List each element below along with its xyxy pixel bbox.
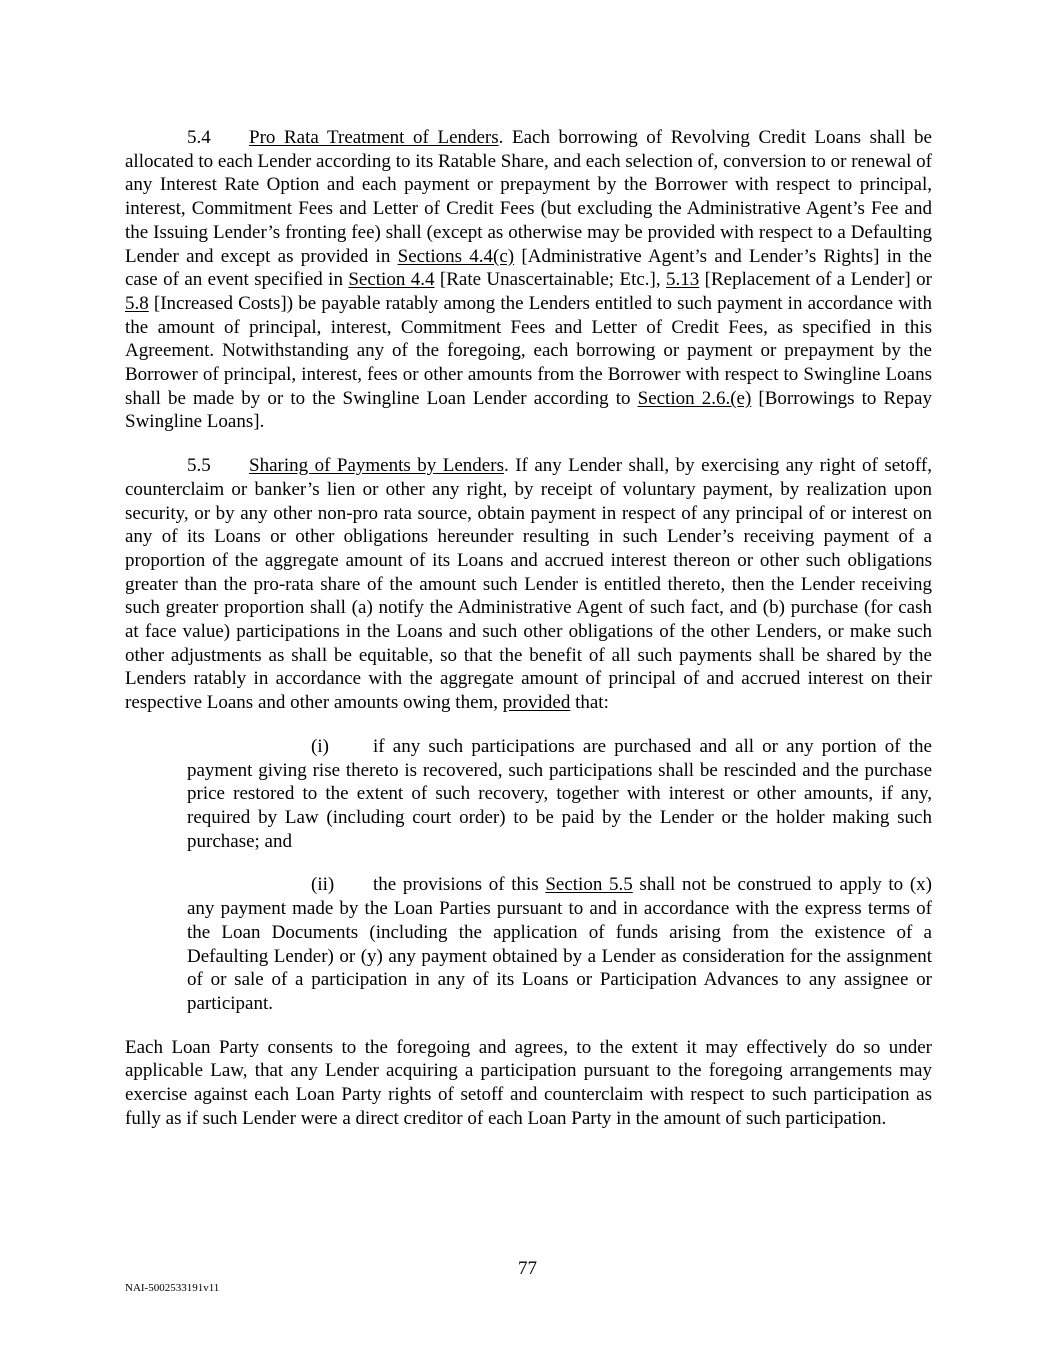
section-number: 5.4 <box>187 127 211 148</box>
document-body <box>125 126 932 1130</box>
section-5-5: 5.5 Sharing of Payments by Lenders. If any Lender shall, by exercising any right of setoff, counterclaim or banker’s lien or other any right, by receipt of voluntary payment, by realization upon security, or by any other non-pro rata source, obtain payment in respect of any principal of or interest on any of its Loans or other obligations hereunder resulting in such Lender’s receiving payment of a proportion of the aggregate amount of its Loans and accrued interest thereon or other such obligations greater than the pro-rata share of the amount such Lender is entitled thereto, then the Lender receiving such greater proportion shall (a) notify the Administrative Agent of such fact, and (b) purchase (for cash at face value) participations in the Loans and such other obligations of the other Lenders, or make such other adjustments as shall be equitable, so that the benefit of all such payments shall be shared by the Lenders ratably in accordance with the aggregate amount of principal of and accrued interest on their respective Loans and other amounts owing them, provided that: <box>125 455 932 714</box>
subsection-i: (i) if any such participations are purchased and all or any portion of the payment giving rise thereto is recovered, such participations shall be rescinded and the purchase price restored to the extent of such recovery, together with interest or other amounts, if any, required by Law (including court order) to be paid by the Lender or the holder making such purchase; and <box>187 735 932 852</box>
cross-reference: Sections 4.4(c) <box>397 245 515 267</box>
cross-reference: Section 5.5 <box>545 874 633 896</box>
cross-reference: 5.13 <box>666 269 700 291</box>
subsection-number: (ii) <box>311 874 335 896</box>
section-title: Sharing of Payments by Lenders <box>249 455 504 477</box>
page-number: 77 <box>518 1258 537 1279</box>
closing-paragraph: Each Loan Party consents to the foregoing and agrees, to the extent it may effectively do so under applicable Law, that any Lender acquiring a participation pursuant to the foregoing arrangements may exercise against each Loan Party rights of setoff and counterclaim with respect to such participation as fully as if such Lender were a direct creditor of each Loan Party in the amount of such participation. <box>125 1036 932 1129</box>
document-id: NAI-5002533191v11 <box>125 1282 220 1294</box>
cross-reference: Section 4.4 <box>348 269 435 291</box>
section-number: 5.5 <box>187 455 211 477</box>
section-5-4: 5.4 Pro Rata Treatment of Lenders. Each borrowing of Revolving Credit Loans shall be allocated to each Lender according to its Ratable Share, and each selection of, conversion to or renewal of any Interest Rate Option and each payment or prepayment by the Borrower with respect to principal, interest, Commitment Fees and Letter of Credit Fees (but excluding the Administrative Agent’s Fee and the Issuing Lender’s fronting fee) shall (except as otherwise may be provided with respect to a Defaulting Lender and except as provided in Sections 4.4(c) [Administrative Agent’s and Lender’s Rights] in the case of an event specified in Section 4.4 [Rate Unascertainable; Etc.], 5.13 [Replacement of a Lender] or 5.8 [Increased Costs]) be payable ratably among the Lenders entitled to such payment in accordance with the amount of principal, interest, Commitment Fees and Letter of Credit Fees, as specified in this Agreement. Notwithstanding any of the foregoing, each borrowing or payment or prepayment by the Borrower of principal, interest, fees or other amounts from the Borrower with respect to Swingline Loans shall be made by or to the Swingline Loan Lender according to Section 2.6.(e) [Borrowings to Repay Swingline Loans]. <box>125 127 932 433</box>
provided-term: provided <box>502 692 571 714</box>
section-title: Pro Rata Treatment of Lenders <box>249 127 499 148</box>
subsection-ii: (ii) the provisions of this Section 5.5 shall not be construed to apply to (x) any payment made by the Loan Parties pursuant to and in accordance with the express terms of the Loan Documents (including the application of funds arising from the existence of a Defaulting Lender) or (y) any payment obtained by a Lender as consideration for the assignment of or sale of a participation in any of its Loans or Participation Advances to any assignee or participant. <box>187 874 932 1014</box>
subsection-number: (i) <box>311 735 329 757</box>
cross-reference: Section 2.6.(e) <box>637 387 752 409</box>
cross-reference: 5.8 <box>125 292 149 314</box>
